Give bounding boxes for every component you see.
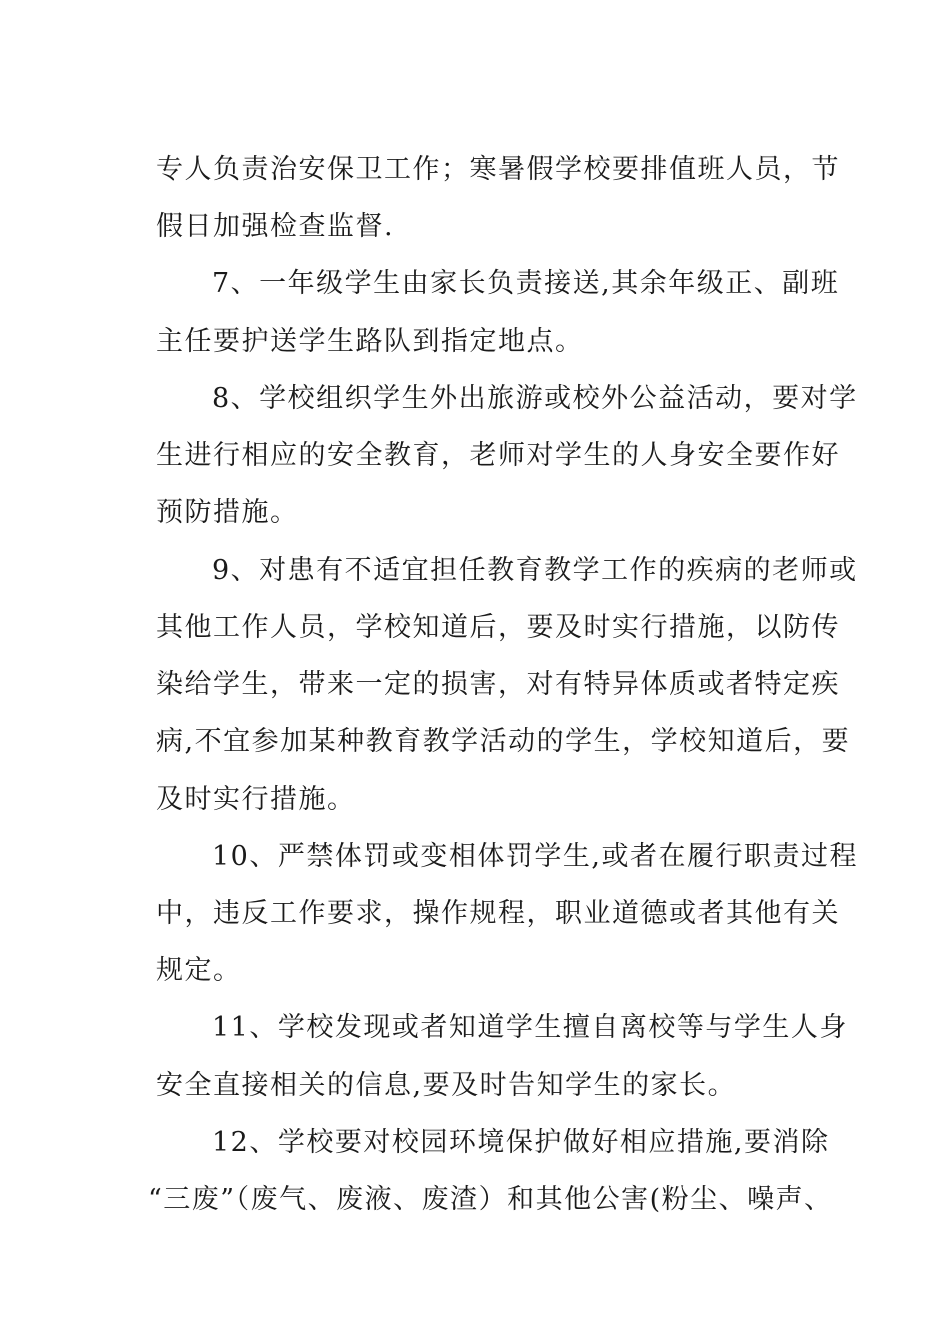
text-line: 染给学生，带来一定的损害，对有特异体质或者特定疾 [156, 669, 840, 700]
paragraph-12-line: 12、学校要对校园环境保护做好相应措施,要消除 [212, 1127, 830, 1158]
text-line: 安全直接相关的信息,要及时告知学生的家长。 [156, 1070, 737, 1101]
text-line: 生进行相应的安全教育，老师对学生的人身安全要作好 [156, 440, 840, 471]
text-line: 病,不宜参加某种教育教学活动的学生，学校知道后，要 [156, 726, 851, 757]
paragraph-8-line: 8、学校组织学生外出旅游或校外公益活动，要对学 [212, 383, 858, 414]
text-line: 中，违反工作要求，操作规程，职业道德或者其他有关 [156, 898, 840, 929]
text-line: 其他工作人员，学校知道后，要及时实行措施，以防传 [156, 612, 840, 643]
text-line: 预防措施。 [156, 497, 299, 528]
paragraph-7-line: 7、一年级学生由家长负责接送,其余年级正、副班 [212, 268, 840, 299]
text-line: 假日加强检查监督. [156, 211, 395, 242]
text-line: “三废”（废气、废液、废渣）和其他公害(粉尘、噪声、 [148, 1184, 833, 1215]
paragraph-9-line: 9、对患有不适宜担任教育教学工作的疾病的老师或 [212, 555, 858, 586]
paragraph-11-line: 11、学校发现或者知道学生擅自离校等与学生人身 [212, 1012, 848, 1043]
paragraph-10-line: 10、严禁体罚或变相体罚学生,或者在履行职责过程 [212, 841, 858, 872]
text-line: 规定。 [156, 955, 242, 986]
text-line: 主任要护送学生路队到指定地点。 [156, 326, 584, 357]
text-line: 专人负责治安保卫工作；寒暑假学校要排值班人员，节 [156, 154, 840, 185]
text-line: 及时实行措施。 [156, 784, 356, 815]
